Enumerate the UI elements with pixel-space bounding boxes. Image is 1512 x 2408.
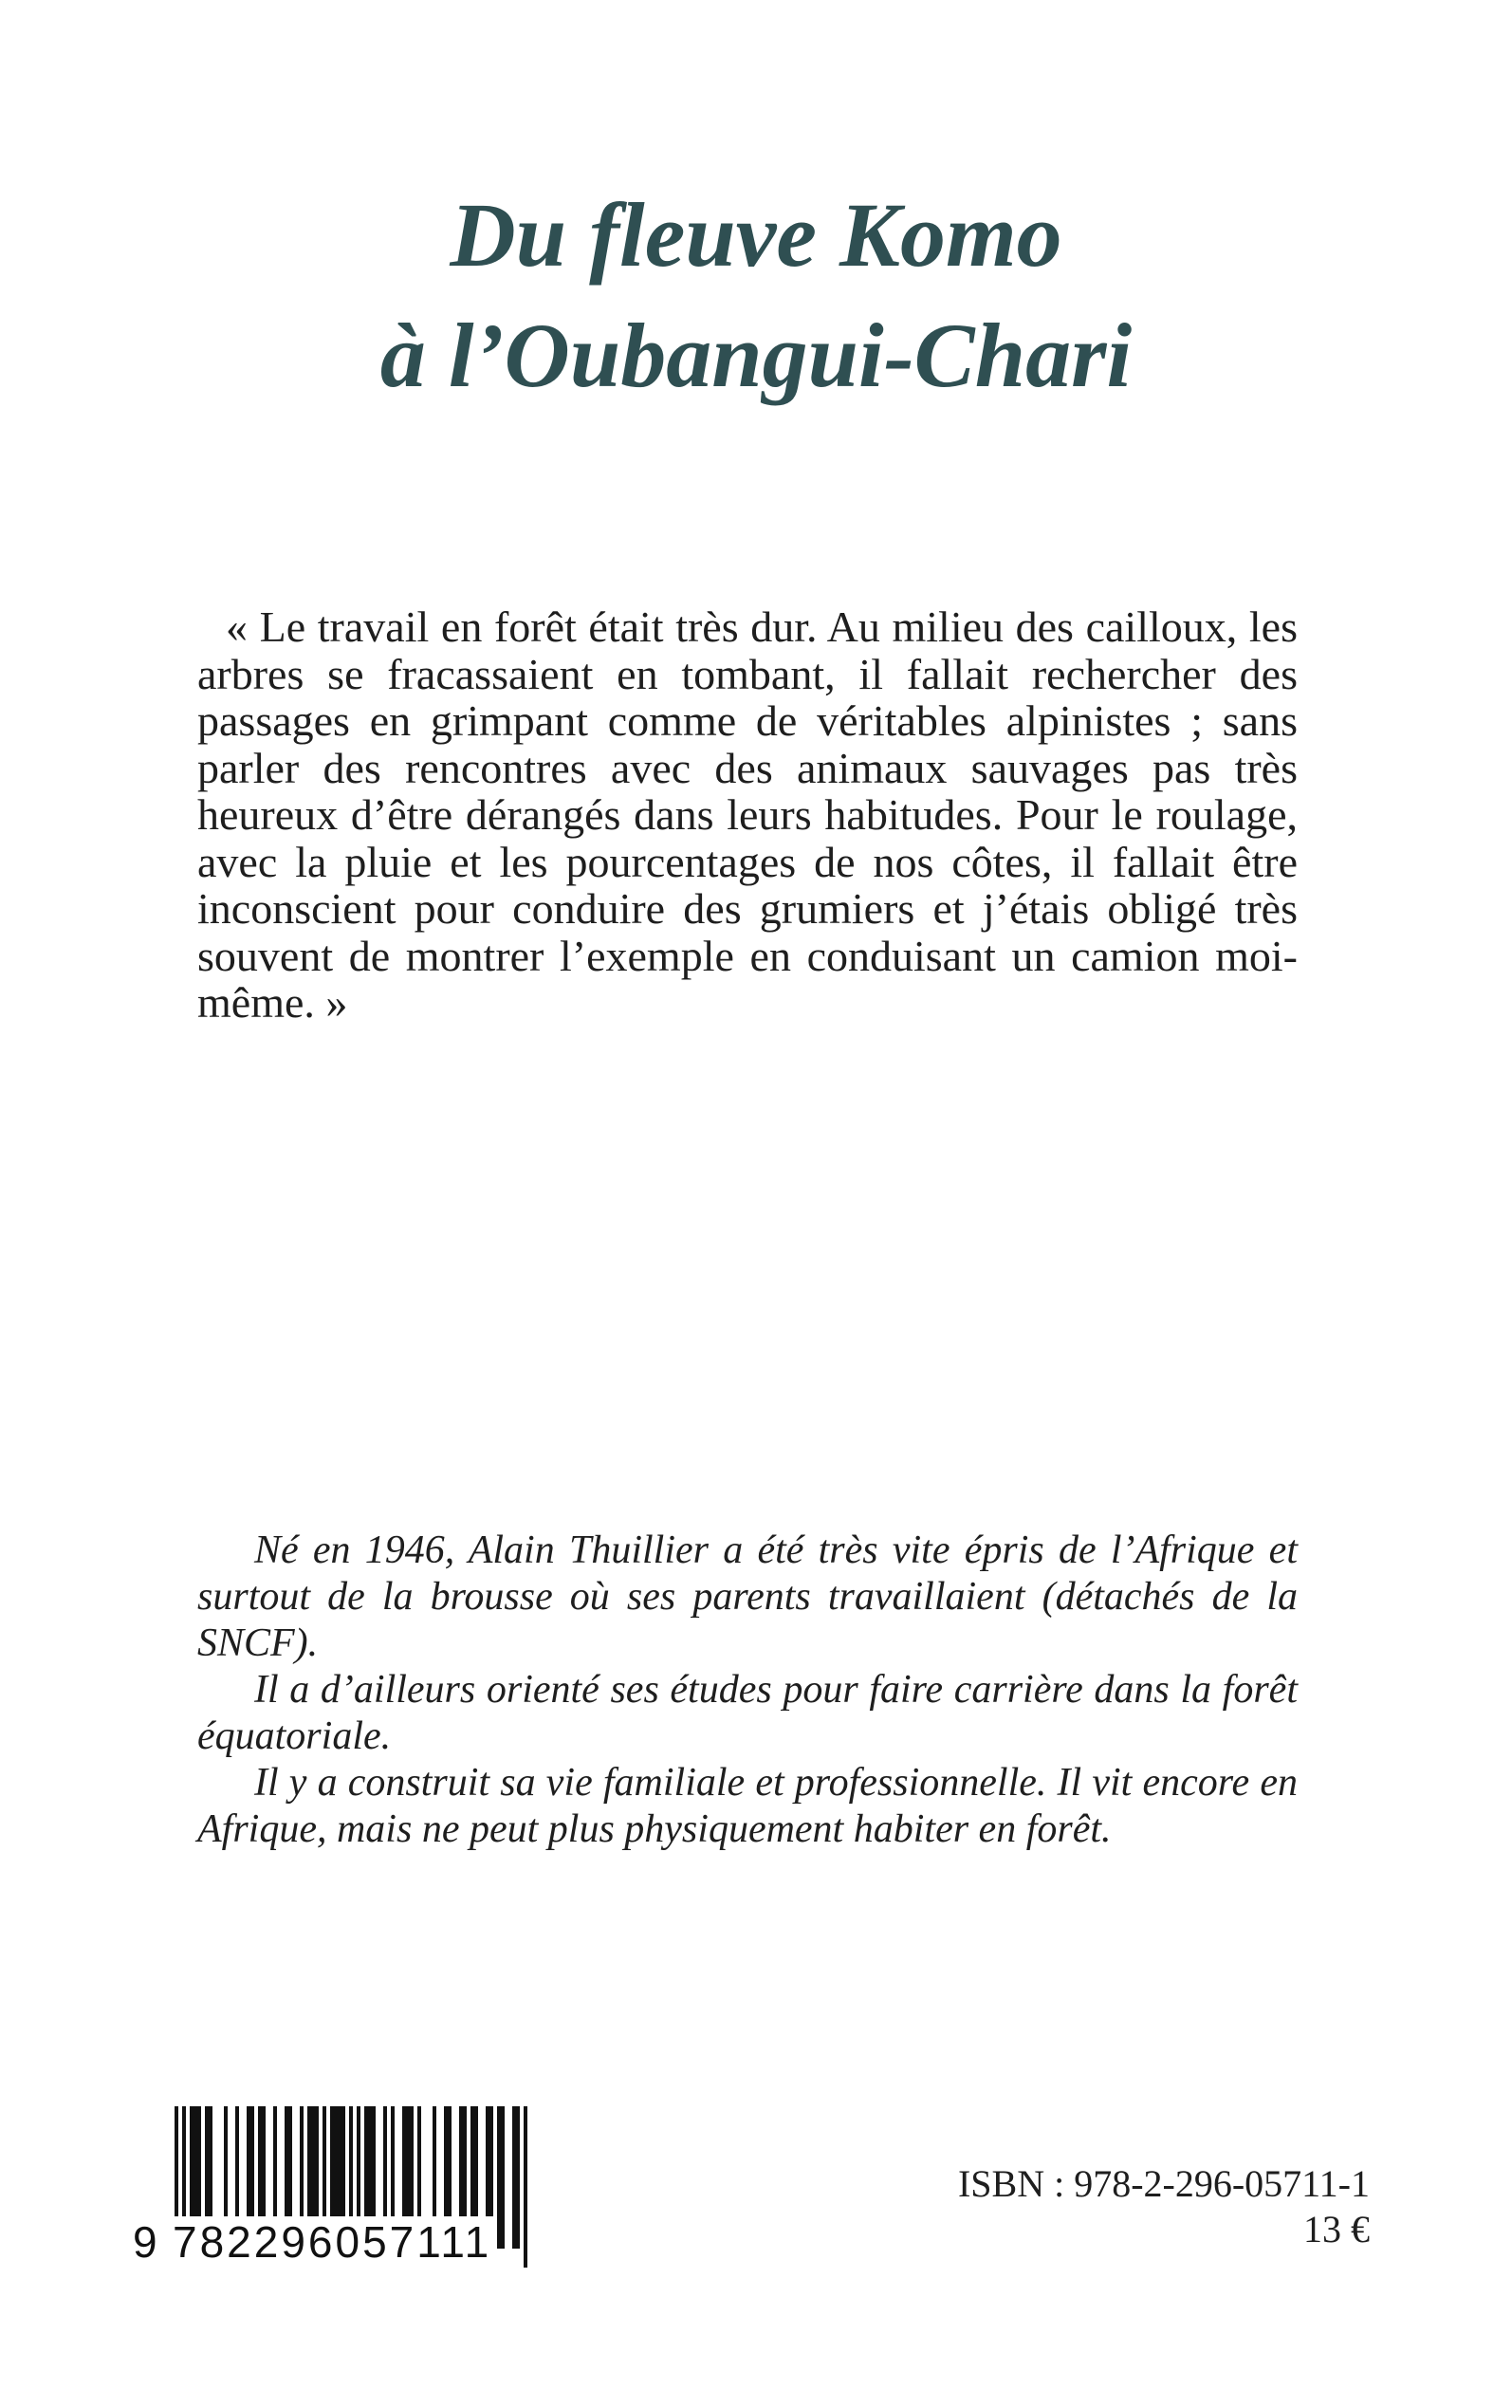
excerpt-quote (197, 603, 1298, 1027)
barcode-digits: 782296057111 (169, 2216, 495, 2268)
barcode-first-digit: 9 (133, 2217, 159, 2267)
author-bio (197, 1528, 1298, 1853)
barcode-bar (516, 2106, 520, 2249)
barcode-bar (497, 2106, 501, 2249)
book-title-line-1: Du fleuve Komo (450, 184, 1062, 287)
barcode-bar (501, 2106, 505, 2249)
author-bio-paragraph-1: Né en 1946, Alain Thuillier a été très vite épris de l’Afrique et surtout de la brousse où ses parents travaillaient (détachés de la SNCF). (197, 1528, 1298, 1665)
barcode-bar (524, 2106, 527, 2268)
author-bio-paragraph-2: Il a d’ailleurs orienté ses études pour faire carrière dans la forêt équatoriale. (197, 1668, 1298, 1758)
isbn-block (958, 2161, 1370, 2252)
barcode-bar (512, 2106, 516, 2249)
book-title (0, 175, 1512, 416)
excerpt-quote-text: « Le travail en forêt était très dur. Au milieu des cailloux, les arbres se fracassaient en tombant, il fallait rechercher des passages en grimpant comme de véritables alpinistes ; sans parler des rencontres avec des animaux sauvages pas très heureux d’être dérangés dans leurs habitudes. Pour le roulage, avec la pluie et les pourcentages de nos côtes, il fallait être inconscient pour conduire des grumiers et j’étais obligé très souvent de montrer l’exemple en conduisant un camion moi-même. » (197, 602, 1298, 1027)
book-title-line-2: à l’Oubangui-Chari (379, 305, 1133, 407)
price-text: 13 € (1303, 2208, 1370, 2251)
author-bio-paragraph-3: Il y a construit sa vie familiale et professionnelle. Il vit encore en Afrique, mais ne peut plus physiquement habiter en forêt. (197, 1761, 1298, 1851)
isbn-text: ISBN : 978-2-296-05711-1 (957, 2162, 1370, 2205)
